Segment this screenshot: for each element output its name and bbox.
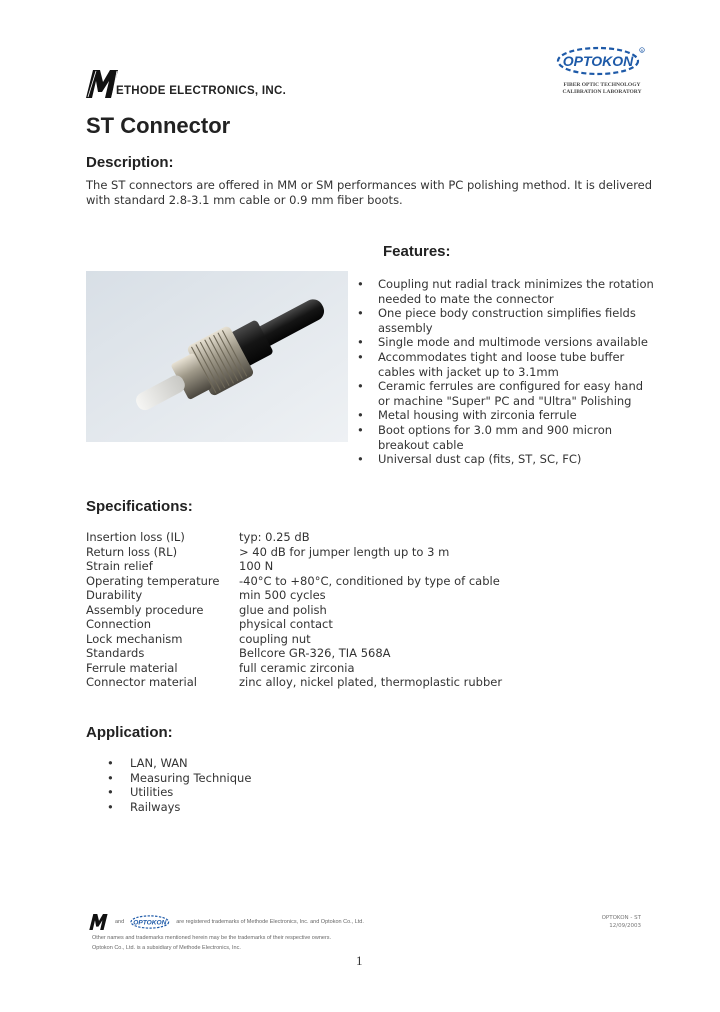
- footer-doc-info: [585, 914, 641, 930]
- feature-item: • Universal dust cap (fits, ST, SC, FC): [356, 452, 656, 467]
- table-row: [86, 603, 502, 618]
- spec-key: Assembly procedure: [86, 602, 204, 617]
- description-text: The ST connectors are offered in MM or SM performances with PC polishing method. It is delivered with standard 2.8-3.1 mm cable or 0.9 mm fiber boots.: [86, 178, 653, 207]
- spec-value: typ: 0.25 dB: [239, 530, 310, 544]
- spec-value: full ceramic zirconia: [239, 660, 355, 675]
- optokon-wordmark: OPTOKON: [562, 53, 634, 69]
- optokon-small-wordmark: OPTOKON: [133, 919, 167, 927]
- optokon-subtitle-line-2: CALIBRATION LABORATORY: [562, 88, 642, 95]
- feature-item: • One piece body construction simplifies fields assembly: [356, 306, 656, 335]
- features-heading: Features:: [383, 243, 451, 260]
- feature-item: • Metal housing with zirconia ferrule: [356, 408, 656, 423]
- spec-value: coupling nut: [239, 631, 311, 646]
- footer-trademark-text: are registered trademarks of Methode Electronics, Inc. and Optokon Co., Ltd.: [176, 919, 364, 925]
- spec-value: zinc alloy, nickel plated, thermoplastic rubber: [239, 675, 503, 690]
- table-row: [86, 646, 502, 661]
- spec-value: min 500 cycles: [239, 588, 326, 603]
- spec-key: Connector material: [86, 675, 197, 690]
- spec-key: Return loss (RL): [86, 544, 178, 559]
- table-row: [86, 617, 502, 632]
- spec-key: Connection: [86, 617, 152, 632]
- st-connector-photo: [86, 271, 348, 442]
- table-row: [86, 545, 502, 560]
- specifications-heading: Specifications:: [86, 498, 193, 515]
- methode-m-icon: [89, 914, 109, 930]
- table-row: [86, 661, 502, 676]
- table-row: [86, 632, 502, 647]
- spec-value: > 40 dB for jumper length up to 3 m: [239, 544, 450, 559]
- footer-other-trademarks: Other names and trademarks mentioned herein may be the trademarks of their respective owners.: [92, 935, 332, 941]
- table-row: [86, 530, 502, 545]
- methode-m-icon: [86, 70, 120, 98]
- table-row: [86, 559, 502, 574]
- features-list: [356, 277, 656, 467]
- application-heading: Application:: [86, 724, 173, 741]
- spec-value: physical contact: [239, 617, 333, 632]
- spec-value: glue and polish: [239, 602, 327, 617]
- application-item: • Utilities: [107, 785, 251, 800]
- svg-text:R: R: [640, 48, 644, 53]
- feature-item: • Single mode and multimode versions available: [356, 335, 656, 350]
- footer-trademark-line: [89, 914, 364, 930]
- feature-item: • Accommodates tight and loose tube buffer cables with jacket up to 3.1mm: [356, 350, 656, 379]
- spec-key: Lock mechanism: [86, 631, 183, 646]
- description-heading: Description:: [86, 154, 174, 171]
- table-row: [86, 574, 502, 589]
- page-title: ST Connector: [86, 113, 231, 138]
- footer-and-text: and: [115, 919, 125, 925]
- application-item: • Measuring Technique: [107, 771, 251, 786]
- footer-subsidiary: Optokon Co., Ltd. is a subsidiary of Methode Electronics, Inc.: [92, 945, 241, 951]
- table-row: [86, 588, 502, 603]
- feature-item: • Ceramic ferrules are configured for easy hand or machine "Super" PC and "Ultra" Polishing: [356, 379, 656, 408]
- page-number: 1: [356, 953, 363, 968]
- spec-key: Operating temperature: [86, 573, 220, 588]
- spec-value: 100 N: [239, 559, 274, 574]
- spec-value: Bellcore GR-326, TIA 568A: [239, 646, 391, 661]
- methode-wordmark: ETHODE ELECTRONICS, INC.: [116, 85, 287, 97]
- application-item: • LAN, WAN: [107, 756, 251, 771]
- spec-key: Ferrule material: [86, 660, 178, 675]
- application-item: • Railways: [107, 800, 251, 815]
- methode-logo: [86, 70, 286, 98]
- spec-key: Standards: [86, 646, 145, 661]
- optokon-small-logo: [128, 914, 174, 930]
- specifications-table: [86, 530, 502, 690]
- table-row: [86, 675, 502, 690]
- optokon-subtitle: [556, 82, 648, 95]
- application-list: [107, 756, 251, 814]
- spec-value: -40°C to +80°C, conditioned by type of cable: [239, 573, 500, 588]
- footer-doc-date: 12/09/2003: [609, 923, 641, 929]
- optokon-subtitle-line-1: FIBER OPTIC TECHNOLOGY: [563, 82, 641, 88]
- spec-key: Strain relief: [86, 559, 153, 574]
- footer-doc-code: OPTOKON - ST: [601, 915, 641, 921]
- spec-key: Durability: [86, 588, 143, 603]
- feature-item: • Boot options for 3.0 mm and 900 micron breakout cable: [356, 423, 656, 452]
- feature-item: • Coupling nut radial track minimizes the rotation needed to mate the connector: [356, 277, 656, 306]
- spec-key: Insertion loss (IL): [86, 530, 185, 544]
